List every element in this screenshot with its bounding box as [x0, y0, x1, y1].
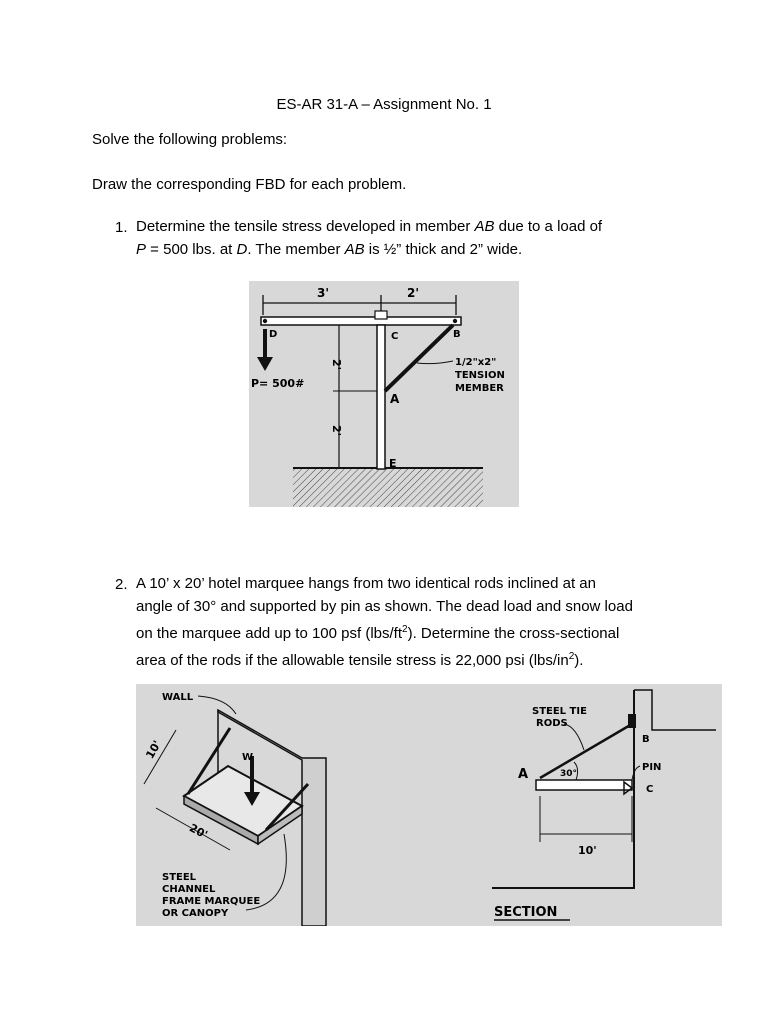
- page-title: ES-AR 31-A – Assignment No. 1: [276, 96, 492, 113]
- problem-1-line-1: [136, 215, 602, 238]
- intro-fbd-instruction: Draw the corresponding FBD for each problem.: [92, 176, 407, 193]
- wall-leader: [198, 696, 236, 714]
- channel-label-3: FRAME MARQUEE: [162, 896, 261, 907]
- section-tie-rod: [540, 724, 632, 778]
- channel-label-4: OR CANOPY: [162, 908, 229, 919]
- problem-2-line-4: [136, 645, 633, 672]
- section-dim-10ft: 10': [578, 844, 597, 857]
- pin-c-cap: [375, 311, 387, 319]
- problem-2-figure: [136, 684, 722, 926]
- section-marquee: [536, 780, 632, 790]
- text-run: due to a load of: [494, 218, 603, 235]
- frame-diagram: [249, 281, 519, 507]
- problem-2-line-3: [136, 618, 633, 645]
- pin-d: [263, 319, 267, 323]
- problem-1-figure: [249, 281, 519, 507]
- ground-hatch: [293, 468, 483, 507]
- angle-label: 30°: [560, 769, 578, 779]
- marquee-diagram: [136, 684, 722, 926]
- problem-1-text: [136, 215, 602, 261]
- text-run: is ½” thick and 2” wide.: [364, 241, 523, 258]
- problem-2-line-2: angle of 30° and supported by pin as shown. The dead load and snow load: [136, 598, 633, 615]
- pin-label: PIN: [642, 762, 662, 773]
- vertical-column: [377, 325, 385, 469]
- text-run: area of the rods if the allowable tensile stress is 22,000 psi (lbs/in: [136, 652, 569, 669]
- superscript: 2: [402, 624, 408, 635]
- dim-lower-2ft: 2': [330, 425, 343, 437]
- point-d-label: D: [236, 241, 248, 258]
- text-run: ).: [574, 652, 584, 669]
- load-label: P= 500#: [251, 377, 305, 390]
- text-run: . The member: [247, 241, 345, 258]
- section-label-a: A: [518, 767, 529, 782]
- load-p-label: P: [136, 241, 147, 258]
- problem-1-number: 1.: [115, 219, 128, 236]
- member-ab-label: AB: [474, 218, 495, 235]
- problem-2-text: [136, 572, 633, 672]
- label-d: D: [269, 329, 278, 340]
- dim-upper-2ft: 2': [330, 359, 343, 371]
- dim-20ft: 20': [187, 821, 210, 842]
- label-c: C: [391, 331, 399, 342]
- text-run: ). Determine the cross-sectional: [407, 625, 620, 642]
- text-run: Determine the tensile stress developed in member: [136, 218, 475, 235]
- channel-label-2: CHANNEL: [162, 884, 216, 895]
- member-size: 1/2"x2": [455, 357, 497, 368]
- member-ab-label: AB: [344, 241, 365, 258]
- intro-instruction: Solve the following problems:: [92, 131, 288, 148]
- dim-3ft: 3': [317, 286, 330, 300]
- section-wall-top: [634, 690, 716, 730]
- callout-leader: [417, 361, 453, 364]
- problem-2-line-1: A 10’ x 20’ hotel marquee hangs from two identical rods inclined at an: [136, 575, 596, 592]
- load-w-label: W: [242, 752, 254, 763]
- section-label-b: B: [642, 734, 650, 745]
- member-member: MEMBER: [455, 383, 504, 394]
- tie-label-1: STEEL TIE: [532, 706, 587, 717]
- text-run: = 500 lbs. at: [146, 241, 237, 258]
- text-run: on the marquee add up to 100 psf (lbs/ft: [136, 625, 403, 642]
- dim-10ft: 10': [143, 738, 164, 761]
- member-tension: TENSION: [455, 370, 505, 381]
- section-title: SECTION: [494, 905, 558, 920]
- wall-label: WALL: [162, 692, 194, 703]
- section-label-c: C: [646, 784, 654, 795]
- tie-label-2: RODS: [536, 718, 568, 729]
- horizontal-beam: [261, 317, 461, 325]
- channel-label-1: STEEL: [162, 872, 197, 883]
- label-b: B: [453, 329, 461, 340]
- load-arrow-head: [257, 357, 273, 371]
- label-e: E: [389, 457, 397, 470]
- pin-b: [453, 319, 457, 323]
- problem-1-line-2: [136, 238, 602, 261]
- superscript: 2: [568, 651, 575, 662]
- dim-2ft: 2': [407, 286, 420, 300]
- problem-2-number: 2.: [115, 576, 128, 593]
- label-a: A: [390, 392, 400, 406]
